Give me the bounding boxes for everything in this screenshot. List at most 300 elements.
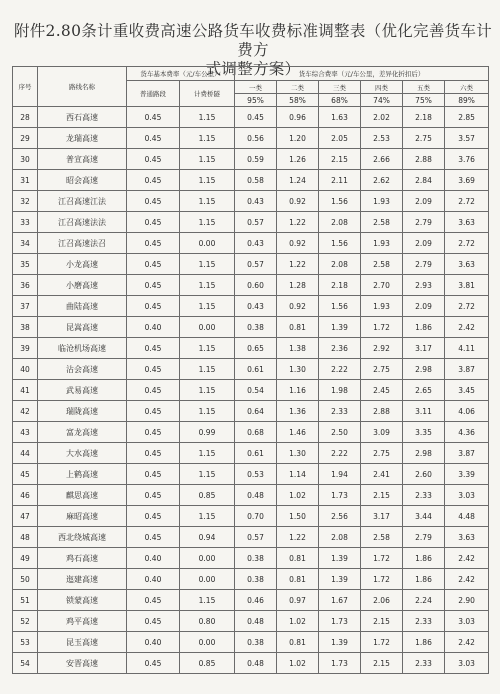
cell-class-4: 1.93 [361,296,403,317]
cell-seq: 53 [13,632,38,653]
cell-class-1: 0.57 [235,212,277,233]
cell-route-name: 江召高速江法 [38,191,127,212]
table-row [13,611,489,632]
cell-base-normal: 0.45 [127,275,180,296]
cell-seq: 51 [13,590,38,611]
cell-class-2: 1.46 [277,422,319,443]
cell-seq: 28 [13,107,38,128]
cell-base-bridge: 0.85 [180,485,235,506]
header-row-groups [13,67,489,81]
cell-seq: 44 [13,443,38,464]
cell-class-6: 3.39 [445,464,489,485]
cell-class-5: 1.86 [403,548,445,569]
cell-class-4: 2.15 [361,485,403,506]
table-row [13,128,489,149]
cell-route-name: 武易高速 [38,380,127,401]
cell-class-3: 2.36 [319,338,361,359]
cell-base-normal: 0.45 [127,485,180,506]
cell-base-normal: 0.45 [127,380,180,401]
cell-base-normal: 0.40 [127,569,180,590]
cell-class-2: 1.16 [277,380,319,401]
cell-class-2: 0.81 [277,548,319,569]
cell-base-normal: 0.45 [127,338,180,359]
cell-class-1: 0.61 [235,443,277,464]
cell-seq: 38 [13,317,38,338]
cell-base-bridge: 1.15 [180,401,235,422]
cell-class-5: 2.60 [403,464,445,485]
cell-base-bridge: 1.15 [180,149,235,170]
cell-class-6: 3.63 [445,212,489,233]
cell-class-1: 0.65 [235,338,277,359]
cell-class-5: 2.09 [403,296,445,317]
cell-base-normal: 0.45 [127,296,180,317]
discount-class-3: 68% [319,94,361,107]
cell-class-2: 1.28 [277,275,319,296]
cell-class-4: 2.02 [361,107,403,128]
header-class-2: 二类 [277,81,319,94]
cell-class-3: 2.15 [319,149,361,170]
cell-class-1: 0.43 [235,296,277,317]
header-class-rate-group: 货车综合费率（元/车公里，差异化折扣后） [235,67,489,81]
cell-class-6: 3.87 [445,359,489,380]
cell-class-2: 0.96 [277,107,319,128]
cell-class-2: 1.24 [277,170,319,191]
cell-class-5: 2.79 [403,254,445,275]
cell-base-bridge: 0.00 [180,317,235,338]
cell-class-1: 0.57 [235,254,277,275]
cell-class-2: 0.92 [277,191,319,212]
cell-class-1: 0.61 [235,359,277,380]
table-row [13,569,489,590]
cell-class-2: 1.02 [277,485,319,506]
cell-class-2: 1.02 [277,611,319,632]
cell-base-normal: 0.45 [127,506,180,527]
cell-class-5: 2.09 [403,233,445,254]
cell-base-bridge: 1.15 [180,338,235,359]
cell-class-4: 2.88 [361,401,403,422]
cell-class-6: 2.85 [445,107,489,128]
cell-class-5: 3.17 [403,338,445,359]
table-row [13,464,489,485]
cell-class-4: 2.66 [361,149,403,170]
cell-route-name: 瑞陇高速 [38,401,127,422]
cell-base-normal: 0.45 [127,653,180,674]
cell-base-normal: 0.45 [127,212,180,233]
header-class-1: 一类 [235,81,277,94]
cell-class-5: 3.11 [403,401,445,422]
cell-base-bridge: 1.15 [180,443,235,464]
cell-base-normal: 0.45 [127,170,180,191]
cell-class-4: 2.75 [361,359,403,380]
cell-class-5: 3.35 [403,422,445,443]
cell-class-2: 1.22 [277,212,319,233]
cell-class-5: 2.65 [403,380,445,401]
header-base-rate-group: 货车基本费率（元/车公里） [127,67,235,81]
cell-base-normal: 0.45 [127,191,180,212]
cell-seq: 49 [13,548,38,569]
cell-class-6: 3.03 [445,485,489,506]
cell-class-1: 0.60 [235,275,277,296]
cell-class-1: 0.43 [235,233,277,254]
cell-class-5: 2.75 [403,128,445,149]
cell-class-1: 0.58 [235,170,277,191]
cell-class-6: 4.11 [445,338,489,359]
cell-base-bridge: 1.15 [180,380,235,401]
cell-class-3: 2.50 [319,422,361,443]
cell-seq: 32 [13,191,38,212]
cell-class-4: 2.92 [361,338,403,359]
table-row [13,527,489,548]
discount-class-2: 58% [277,94,319,107]
cell-class-6: 3.69 [445,170,489,191]
cell-class-3: 1.63 [319,107,361,128]
cell-route-name: 临沧机场高速 [38,338,127,359]
table-row [13,590,489,611]
cell-class-3: 1.94 [319,464,361,485]
cell-seq: 45 [13,464,38,485]
cell-base-normal: 0.45 [127,254,180,275]
cell-class-5: 1.86 [403,632,445,653]
cell-route-name: 西石高速 [38,107,127,128]
table-row [13,233,489,254]
cell-base-bridge: 1.15 [180,191,235,212]
cell-class-6: 3.76 [445,149,489,170]
toll-rate-table [12,66,489,674]
cell-class-1: 0.56 [235,128,277,149]
cell-route-name: 小龙高速 [38,254,127,275]
table-row [13,170,489,191]
cell-class-4: 1.72 [361,317,403,338]
cell-route-name: 上鹤高速 [38,464,127,485]
cell-base-normal: 0.45 [127,527,180,548]
cell-base-bridge: 1.15 [180,107,235,128]
cell-class-2: 1.38 [277,338,319,359]
cell-class-3: 1.39 [319,632,361,653]
cell-route-name: 昆嵩高速 [38,317,127,338]
cell-route-name: 迤建高速 [38,569,127,590]
cell-seq: 42 [13,401,38,422]
cell-class-1: 0.43 [235,191,277,212]
cell-class-4: 2.58 [361,527,403,548]
cell-class-1: 0.64 [235,401,277,422]
cell-class-5: 3.44 [403,506,445,527]
table-row [13,191,489,212]
table-row [13,254,489,275]
cell-seq: 40 [13,359,38,380]
cell-base-normal: 0.40 [127,548,180,569]
cell-class-2: 1.30 [277,359,319,380]
table-row [13,296,489,317]
cell-base-bridge: 0.80 [180,611,235,632]
cell-route-name: 曲陆高速 [38,296,127,317]
cell-seq: 48 [13,527,38,548]
discount-class-6: 89% [445,94,489,107]
cell-class-2: 1.26 [277,149,319,170]
table-row [13,317,489,338]
cell-class-6: 4.36 [445,422,489,443]
cell-class-5: 2.33 [403,611,445,632]
header-class-4: 四类 [361,81,403,94]
cell-base-normal: 0.45 [127,590,180,611]
cell-class-5: 2.24 [403,590,445,611]
cell-class-1: 0.68 [235,422,277,443]
cell-base-normal: 0.45 [127,401,180,422]
cell-class-2: 1.14 [277,464,319,485]
cell-class-3: 1.56 [319,233,361,254]
cell-seq: 29 [13,128,38,149]
cell-class-4: 1.93 [361,191,403,212]
cell-class-6: 3.87 [445,443,489,464]
header-route: 路线名称 [38,67,127,107]
table-row [13,422,489,443]
table-row [13,548,489,569]
table-row [13,653,489,674]
title-line-1: 附件2.80条计重收费高速公路货车收费标准调整表（优化完善货车计费方 [13,22,493,59]
discount-class-5: 75% [403,94,445,107]
cell-route-name: 江召高速法召 [38,233,127,254]
header-bridge-tunnel: 计费桥隧 [180,81,235,107]
cell-class-3: 2.33 [319,401,361,422]
cell-class-6: 3.45 [445,380,489,401]
cell-class-6: 2.72 [445,296,489,317]
table-row [13,485,489,506]
cell-class-3: 2.56 [319,506,361,527]
cell-class-3: 1.56 [319,296,361,317]
cell-base-bridge: 1.15 [180,128,235,149]
cell-class-6: 3.03 [445,653,489,674]
cell-base-normal: 0.40 [127,632,180,653]
cell-base-normal: 0.45 [127,443,180,464]
cell-class-3: 2.08 [319,527,361,548]
cell-class-1: 0.57 [235,527,277,548]
cell-route-name: 江召高速法法 [38,212,127,233]
cell-base-bridge: 1.15 [180,590,235,611]
cell-base-bridge: 0.00 [180,632,235,653]
header-seq: 序号 [13,67,38,107]
cell-class-1: 0.46 [235,590,277,611]
table-row [13,380,489,401]
cell-class-2: 0.81 [277,569,319,590]
cell-seq: 31 [13,170,38,191]
cell-base-bridge: 0.00 [180,569,235,590]
cell-class-5: 2.88 [403,149,445,170]
cell-route-name: 大水高速 [38,443,127,464]
cell-class-1: 0.48 [235,611,277,632]
cell-base-bridge: 1.15 [180,506,235,527]
cell-class-1: 0.38 [235,548,277,569]
cell-class-5: 2.18 [403,107,445,128]
cell-base-normal: 0.45 [127,422,180,443]
table-row [13,338,489,359]
cell-class-3: 1.98 [319,380,361,401]
cell-class-2: 1.02 [277,653,319,674]
cell-class-2: 1.30 [277,443,319,464]
cell-class-4: 2.58 [361,212,403,233]
cell-class-1: 0.70 [235,506,277,527]
header-class-5: 五类 [403,81,445,94]
cell-class-6: 2.42 [445,548,489,569]
title-line-2: 式调整方案） [205,60,301,78]
cell-base-bridge: 1.15 [180,464,235,485]
cell-class-6: 2.72 [445,233,489,254]
cell-route-name: 普宣高速 [38,149,127,170]
table-body [13,107,489,674]
cell-base-bridge: 0.85 [180,653,235,674]
cell-class-4: 1.72 [361,632,403,653]
cell-class-1: 0.38 [235,632,277,653]
cell-class-3: 2.18 [319,275,361,296]
cell-base-bridge: 1.15 [180,359,235,380]
cell-class-1: 0.48 [235,485,277,506]
cell-class-2: 1.22 [277,527,319,548]
cell-class-3: 1.39 [319,317,361,338]
cell-seq: 46 [13,485,38,506]
cell-class-3: 1.39 [319,548,361,569]
cell-route-name: 鸡石高速 [38,548,127,569]
cell-class-3: 2.22 [319,359,361,380]
table-row [13,632,489,653]
cell-class-1: 0.59 [235,149,277,170]
cell-class-2: 1.22 [277,254,319,275]
header-normal-section: 普通路段 [127,81,180,107]
table-row [13,107,489,128]
cell-seq: 47 [13,506,38,527]
discount-class-4: 74% [361,94,403,107]
table-row [13,401,489,422]
cell-class-2: 0.92 [277,233,319,254]
cell-class-6: 4.06 [445,401,489,422]
cell-class-5: 2.33 [403,653,445,674]
cell-class-6: 4.48 [445,506,489,527]
cell-seq: 36 [13,275,38,296]
cell-class-5: 2.98 [403,359,445,380]
cell-class-4: 3.09 [361,422,403,443]
cell-base-bridge: 0.00 [180,548,235,569]
table-row [13,275,489,296]
cell-base-normal: 0.45 [127,464,180,485]
header-class-6: 六类 [445,81,489,94]
cell-class-5: 2.79 [403,527,445,548]
cell-class-5: 2.09 [403,191,445,212]
cell-class-4: 1.72 [361,569,403,590]
cell-class-4: 2.15 [361,611,403,632]
cell-route-name: 小磨高速 [38,275,127,296]
cell-base-bridge: 0.94 [180,527,235,548]
cell-class-5: 1.86 [403,317,445,338]
table-row [13,212,489,233]
cell-base-normal: 0.45 [127,611,180,632]
cell-seq: 43 [13,422,38,443]
cell-class-3: 2.08 [319,254,361,275]
cell-class-1: 0.48 [235,653,277,674]
cell-base-normal: 0.45 [127,107,180,128]
cell-class-4: 1.93 [361,233,403,254]
cell-class-5: 2.98 [403,443,445,464]
discount-class-1: 95% [235,94,277,107]
cell-base-bridge: 0.00 [180,233,235,254]
cell-class-5: 2.84 [403,170,445,191]
cell-class-4: 1.72 [361,548,403,569]
cell-base-normal: 0.45 [127,149,180,170]
cell-class-1: 0.45 [235,107,277,128]
table-row [13,506,489,527]
cell-route-name: 富龙高速 [38,422,127,443]
cell-seq: 50 [13,569,38,590]
cell-class-1: 0.38 [235,569,277,590]
cell-class-3: 1.67 [319,590,361,611]
cell-class-4: 2.58 [361,254,403,275]
cell-class-6: 3.63 [445,527,489,548]
cell-base-normal: 0.45 [127,233,180,254]
cell-class-4: 2.45 [361,380,403,401]
cell-seq: 39 [13,338,38,359]
cell-route-name: 麻昭高速 [38,506,127,527]
cell-class-5: 2.93 [403,275,445,296]
header-class-3: 三类 [319,81,361,94]
cell-class-6: 3.63 [445,254,489,275]
cell-route-name: 鸡平高速 [38,611,127,632]
table-row [13,149,489,170]
cell-class-6: 2.72 [445,191,489,212]
cell-class-3: 1.73 [319,653,361,674]
cell-base-normal: 0.40 [127,317,180,338]
cell-class-4: 2.06 [361,590,403,611]
cell-base-normal: 0.45 [127,359,180,380]
cell-class-2: 0.81 [277,632,319,653]
cell-class-3: 2.22 [319,443,361,464]
cell-class-3: 2.05 [319,128,361,149]
cell-class-3: 2.11 [319,170,361,191]
cell-class-6: 3.03 [445,611,489,632]
cell-class-2: 1.36 [277,401,319,422]
cell-seq: 54 [13,653,38,674]
table-row [13,359,489,380]
cell-class-3: 1.73 [319,611,361,632]
cell-seq: 34 [13,233,38,254]
cell-class-4: 2.15 [361,653,403,674]
cell-class-2: 0.97 [277,590,319,611]
cell-seq: 41 [13,380,38,401]
cell-seq: 37 [13,296,38,317]
cell-seq: 30 [13,149,38,170]
cell-route-name: 锁蒙高速 [38,590,127,611]
cell-class-3: 1.56 [319,191,361,212]
cell-class-6: 2.42 [445,632,489,653]
cell-route-name: 沾会高速 [38,359,127,380]
cell-base-bridge: 1.15 [180,170,235,191]
cell-class-2: 0.81 [277,317,319,338]
cell-seq: 33 [13,212,38,233]
cell-route-name: 麒思高速 [38,485,127,506]
cell-class-4: 2.62 [361,170,403,191]
cell-class-3: 1.39 [319,569,361,590]
cell-class-3: 2.08 [319,212,361,233]
cell-class-4: 2.41 [361,464,403,485]
cell-class-6: 2.90 [445,590,489,611]
cell-route-name: 安晋高速 [38,653,127,674]
cell-route-name: 昆玉高速 [38,632,127,653]
cell-class-5: 2.79 [403,212,445,233]
cell-class-5: 1.86 [403,569,445,590]
cell-base-bridge: 1.15 [180,275,235,296]
cell-base-bridge: 1.15 [180,212,235,233]
cell-class-6: 2.42 [445,569,489,590]
cell-class-2: 1.50 [277,506,319,527]
cell-class-3: 1.73 [319,485,361,506]
cell-route-name: 西北绕城高速 [38,527,127,548]
cell-class-1: 0.53 [235,464,277,485]
table-row [13,443,489,464]
